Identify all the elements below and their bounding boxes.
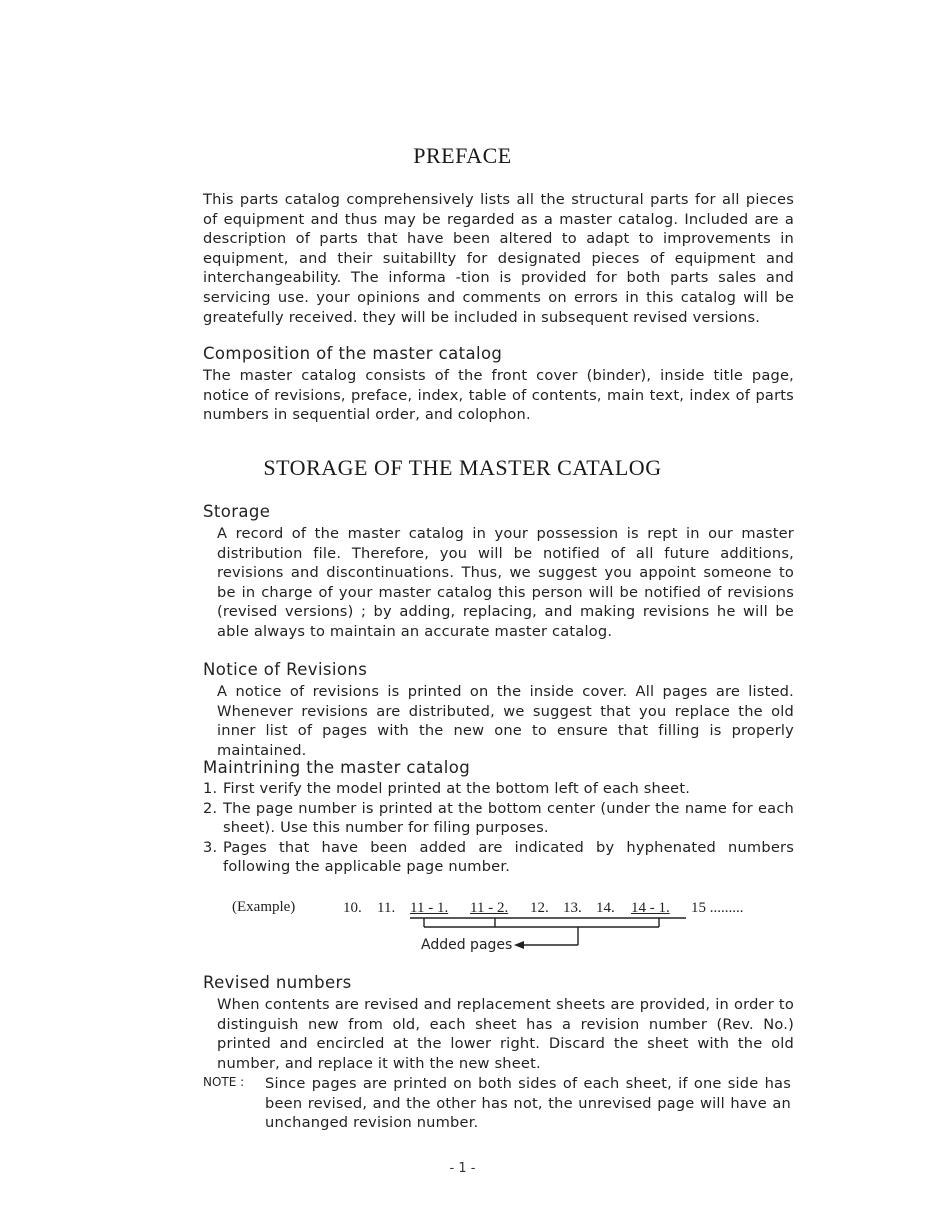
note-text: Since pages are printed on both sides of each sheet, if one side has been revised, and the other has not, the unrevised page will have an unchanged revision number. <box>265 1075 791 1132</box>
list-item: 2. The page number is printed at the bottom center (under the name for each sheet). Use this number for filing purposes. <box>203 799 794 837</box>
example-added-page: 11 - 2. <box>470 900 509 916</box>
example-page: 14. <box>596 900 615 916</box>
example-label: (Example) <box>232 899 296 915</box>
preface-title: PREFACE <box>413 143 512 168</box>
notice-text: A notice of revisions is printed on the inside cover. All pages are listed. Whenever revisions are distributed, we suggest that you replace the old inner list of pages with the new one to ensure that filling is properly maintained. <box>217 683 794 759</box>
added-pages-label: Added pages <box>421 937 513 953</box>
example-page: 15 ......... <box>691 900 744 916</box>
storage-text: A record of the master catalog in your possession is rept in our master distribution file. Therefore, you will be notified of all future additions, revisions and discontinuations. Thus, we suggest you appoint someone to be in charge of your master catalog this person will be notified of revisions (revised versions) ; by adding, replacing, and making revisions he will be able always to maintain an accurate master catalog. <box>217 525 794 640</box>
list-item: 1. First verify the model printed at the bottom left of each sheet. <box>203 780 691 797</box>
example-page: 13. <box>563 900 582 916</box>
example-page: 11. <box>377 900 396 916</box>
preface-text: This parts catalog comprehensively lists all the structural parts for all pieces of equipment and thus may be regarded as a master catalog. Included are a description of parts that have been altered to adapt to improvements in equipment, and their suitabillty for designated pieces of equipment and interchangeability. The informa -tion is provided for both parts sales and servicing use. your opinions and comments on errors in this catalog will be greatefully received. they will be included in subsequent revised versions. <box>203 191 794 326</box>
revised-text: When contents are revised and replacement sheets are provided, in order to distinguish new from old, each sheet has a revision number (Rev. No.) printed and encircled at the lower right. Discard the sheet with the old number, and replace it with the new sheet. <box>217 996 794 1072</box>
note-label: NOTE : <box>203 1075 245 1089</box>
storage-heading: Storage <box>203 502 271 521</box>
arrow-head-icon <box>514 941 524 949</box>
composition-heading: Composition of the master catalog <box>203 344 503 363</box>
example-page: 12. <box>530 900 549 916</box>
notice-heading: Notice of Revisions <box>203 660 368 679</box>
storage-section-title: STORAGE OF THE MASTER CATALOG <box>263 455 662 480</box>
revised-heading: Revised numbers <box>203 973 352 992</box>
example-added-page: 14 - 1. <box>631 900 670 916</box>
example-page: 10. <box>343 900 362 916</box>
list-item: 3. Pages that have been added are indicated by hyphenated numbers following the applicable page number. <box>203 838 794 876</box>
example-added-page: 11 - 1. <box>410 900 449 916</box>
composition-text: The master catalog consists of the front cover (binder), inside title page, notice of revisions, preface, index, table of contents, main text, index of parts numbers in sequential order, and colophon. <box>203 367 794 424</box>
maintaining-heading: Maintrining the master catalog <box>203 758 471 777</box>
page-number: - 1 - <box>449 1161 476 1176</box>
